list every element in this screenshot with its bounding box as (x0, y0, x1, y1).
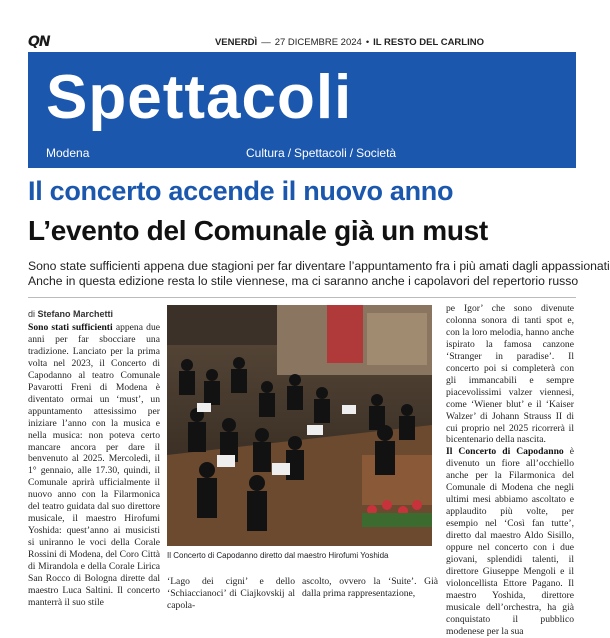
article-standfirst (28, 259, 610, 289)
standfirst-line: Anche in questa edizione resta lo stile viennese, ma ci saranno anche i capolavori del repertorio russo (28, 274, 579, 288)
section-categories: Cultura / Spettacoli / Società (246, 146, 397, 160)
article-column-mid-b: ascolto, ovvero la ‘Suite’. Già dalla prima rappresentazione, (302, 576, 438, 599)
dateline: VENERDÌ — 27 DICEMBRE 2024 • IL RESTO DEL CARLINO (214, 37, 484, 48)
right-bold: Il Concerto di Capodanno (446, 446, 564, 458)
section-banner (28, 52, 576, 168)
concert-photo-image (167, 305, 432, 546)
right-text-2: è divenuto un fiore all’occhiello anche per la Filarmonica del Comunale di Modena che negli ultimi mesi abbiamo ascoltato e applaudito più volte, per esempio nel ‘Così fan tutte’, diretto dal maestro Aldo Sisillo, oppure nel concerto con i due giovani, splendidi talenti, il direttore Giuseppe Mengoli e il violoncellista Ettore Pagano. Il maestro Yoshida, direttore musicale dell’orchestra, ha già conquistato il pubblico modenese per la sua (446, 446, 574, 637)
category-label: Società (356, 146, 397, 160)
divider (28, 297, 576, 298)
dateline-paper: IL RESTO DEL CARLINO (373, 37, 484, 48)
category-label: Spettacoli (294, 146, 347, 160)
byline (28, 309, 113, 319)
standfirst-line: Sono state sufficienti appena due stagioni per far diventare l’appuntamento fra i più amati dagli appassionati (28, 259, 610, 273)
section-title: Spettacoli (46, 63, 353, 132)
photo-caption: Il Concerto di Capodanno diretto dal maestro Hirofumi Yoshida (167, 551, 389, 560)
article-column-right (446, 303, 574, 638)
byline-author: Stefano Marchetti (37, 309, 114, 319)
category-label: Cultura (246, 146, 285, 160)
right-text-1: pe Igor’ che sono divenute colonna sonora di tanti spot e, con la loro melodia, hanno anche ispirato la famosa canzone ‘Stranger in paradise’. Il concerto poi si completerà con gli immancabili e sempre piacevolissimi valzer viennesi, come ‘Wiener blut’ e il ‘Kaiser Walzer’ di Johann Strauss II di cui proprio nel 2025 ricorrerà il bicentenario della nascita. (446, 303, 574, 446)
byline-prefix: di (28, 309, 36, 319)
masthead (0, 0, 576, 52)
dateline-day: VENERDÌ (214, 37, 258, 48)
article-column-mid-a: ‘Lago dei cigni’ e dello ‘Schiaccianoci’ di Ciajkovskij al capola- (167, 576, 295, 611)
section-city: Modena (46, 146, 90, 160)
lead-bold: Sono stati sufficienti (28, 322, 113, 333)
qn-logo: QN (28, 34, 50, 50)
article-headline: Il concerto accende il nuovo anno (28, 176, 454, 206)
concert-photo (167, 305, 432, 546)
lead-text: appena due anni per far sbocciare una tradizione. Lanciato per la prima volta nel 2023, il Concerto di Capodanno al teatro Comunale Pavarotti Freni di Modena è diventato ormai un ‘must’, un appuntamento attesissimo per iniziare l’anno con la musica e nella musica: non poteva certo mancare ancora per dare il benvenuto al 2025. Mercoledì, il 1° gennaio, alle 17.30, quindi, il Comunale aprirà ufficialmente il nuovo anno con la Filarmonica del teatro guidata dal suo direttore musicale, il maestro Hirofumi Yoshida: quest’anno ai musicisti si uniranno le voci della Corale Rossini di Modena, del Coro Città di Mirandola e della Corale Lirica San Rocco di Bologna dirette dal maestro Luca Saltini. Il concerto manterrà il suo stile (28, 322, 160, 608)
dateline-date: 27 DICEMBRE 2024 (274, 37, 362, 48)
article-column-left (28, 322, 160, 609)
article-subhead: L’evento del Comunale già un must (28, 215, 488, 246)
